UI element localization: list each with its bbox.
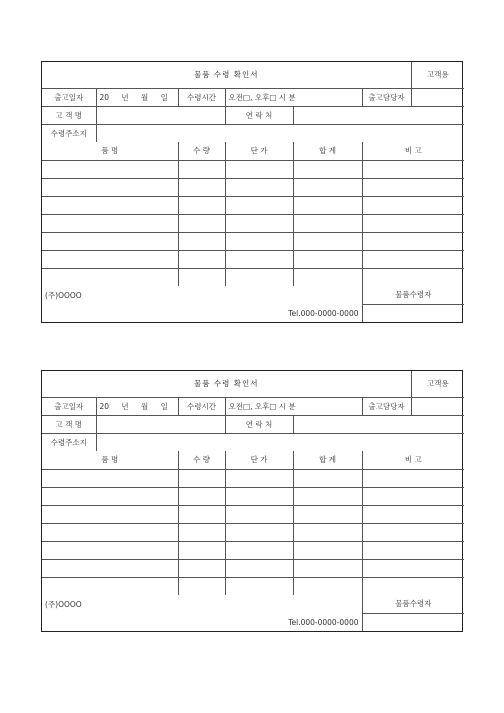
- col-header-note: 비 고: [362, 451, 464, 469]
- release-date-label: 출고일자: [42, 88, 96, 106]
- table-row: [42, 196, 464, 214]
- recipient-label: 물품수령자: [362, 595, 464, 613]
- release-manager-label: 출고담당자: [362, 397, 411, 415]
- table-row: [42, 160, 464, 178]
- customer-copy-label: 고객용: [411, 371, 464, 397]
- release-manager-field[interactable]: [411, 88, 464, 106]
- company-tel: Tel.000-0000-0000: [42, 304, 362, 322]
- customer-name-field[interactable]: [96, 415, 225, 433]
- receipt-time-field[interactable]: 오전□, 오후□ 시 분: [225, 397, 362, 415]
- receipt-form-2: [41, 370, 463, 632]
- col-header-note: 비 고: [362, 142, 464, 160]
- company-name: (주)OOOO: [42, 286, 362, 304]
- receipt-time-field[interactable]: 오전□, 오후□ 시 분: [225, 88, 362, 106]
- table-row: [42, 559, 464, 577]
- table-row: [42, 268, 464, 286]
- form-title: 물품 수령 확인서: [42, 62, 411, 88]
- contact-field[interactable]: [293, 415, 464, 433]
- release-manager-field[interactable]: [411, 397, 464, 415]
- table-row: [42, 505, 464, 523]
- contact-field[interactable]: [293, 106, 464, 124]
- customer-copy-label: 고객용: [411, 62, 464, 88]
- address-field[interactable]: [96, 433, 464, 451]
- address-field[interactable]: [96, 124, 464, 142]
- recipient-label: 물품수령자: [362, 286, 464, 304]
- col-header-qty: 수 량: [178, 451, 225, 469]
- recipient-signature-field[interactable]: [362, 304, 464, 322]
- table-row: [42, 487, 464, 505]
- release-manager-label: 출고담당자: [362, 88, 411, 106]
- table-row: [42, 541, 464, 559]
- table-row: [42, 214, 464, 232]
- table-row: [42, 232, 464, 250]
- address-label: 수령주소지: [42, 124, 96, 142]
- col-header-total: 합 계: [293, 451, 362, 469]
- table-row: [42, 469, 464, 487]
- receipt-form-1: [41, 61, 463, 323]
- table-row: [42, 577, 464, 595]
- release-date-label: 출고일자: [42, 397, 96, 415]
- company-tel: Tel.000-0000-0000: [42, 613, 362, 631]
- table-row: [42, 523, 464, 541]
- receipt-time-label: 수령시간: [178, 88, 225, 106]
- company-name: (주)OOOO: [42, 595, 362, 613]
- col-header-price: 단 가: [225, 451, 293, 469]
- customer-name-label: 고 객 명: [42, 106, 96, 124]
- col-header-qty: 수 량: [178, 142, 225, 160]
- contact-label: 연 락 처: [225, 106, 293, 124]
- recipient-signature-field[interactable]: [362, 613, 464, 631]
- form-title: 물품 수령 확인서: [42, 371, 411, 397]
- release-date-field[interactable]: 20 년 월 일: [96, 397, 178, 415]
- customer-name-field[interactable]: [96, 106, 225, 124]
- customer-name-label: 고 객 명: [42, 415, 96, 433]
- col-header-total: 합 계: [293, 142, 362, 160]
- col-header-item: 품 명: [42, 451, 178, 469]
- contact-label: 연 락 처: [225, 415, 293, 433]
- address-label: 수령주소지: [42, 433, 96, 451]
- col-header-item: 품 명: [42, 142, 178, 160]
- release-date-field[interactable]: 20 년 월 일: [96, 88, 178, 106]
- table-row: [42, 250, 464, 268]
- table-row: [42, 178, 464, 196]
- receipt-time-label: 수령시간: [178, 397, 225, 415]
- col-header-price: 단 가: [225, 142, 293, 160]
